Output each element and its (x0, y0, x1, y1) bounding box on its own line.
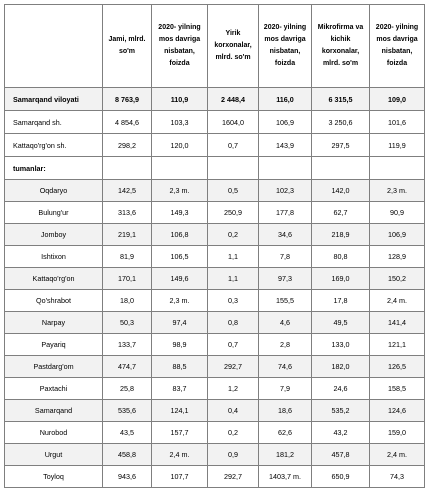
row-name: Samarqand sh. (5, 111, 103, 134)
table-cell: 142,5 (103, 180, 152, 202)
table-cell: 6 315,5 (312, 88, 370, 111)
table-cell: 2,3 m. (152, 290, 208, 312)
table-cell: 18,6 (259, 400, 312, 422)
table-cell: 535,2 (312, 400, 370, 422)
table-cell: 474,7 (103, 356, 152, 378)
table-cell: 133,7 (103, 334, 152, 356)
empty-cell (259, 157, 312, 180)
statistics-table (4, 4, 425, 488)
table-cell: 0,4 (208, 400, 259, 422)
district-name: Ishtixon (5, 246, 103, 268)
empty-cell (370, 157, 425, 180)
table-cell: 43,5 (103, 422, 152, 444)
header-cell-total: Jami, mlrd. so'm (103, 5, 152, 88)
table-cell: 250,9 (208, 202, 259, 224)
table-cell: 133,0 (312, 334, 370, 356)
table-cell: 7,9 (259, 378, 312, 400)
table-row (5, 378, 425, 400)
table-cell: 74,6 (259, 356, 312, 378)
table-cell: 106,8 (152, 224, 208, 246)
table-row (5, 246, 425, 268)
table-row (5, 290, 425, 312)
table-cell: 650,9 (312, 466, 370, 488)
empty-cell (103, 157, 152, 180)
table-cell: 62,7 (312, 202, 370, 224)
table-cell: 98,9 (152, 334, 208, 356)
table-cell: 101,6 (370, 111, 425, 134)
table-cell: 0,5 (208, 180, 259, 202)
table-cell: 141,4 (370, 312, 425, 334)
table-row (5, 400, 425, 422)
table-cell: 218,9 (312, 224, 370, 246)
table-cell: 81,9 (103, 246, 152, 268)
table-cell: 107,7 (152, 466, 208, 488)
region-name: Samarqand viloyati (5, 88, 103, 111)
table-cell: 313,6 (103, 202, 152, 224)
table-cell: 124,6 (370, 400, 425, 422)
district-name: Payariq (5, 334, 103, 356)
district-name: Jomboy (5, 224, 103, 246)
table-cell: 157,7 (152, 422, 208, 444)
table-row (5, 444, 425, 466)
table-cell: 103,3 (152, 111, 208, 134)
table-cell: 50,3 (103, 312, 152, 334)
table-cell: 102,3 (259, 180, 312, 202)
table-cell: 2,3 m. (370, 180, 425, 202)
table-row (5, 134, 425, 157)
table-cell: 90,9 (370, 202, 425, 224)
statistics-table-container (4, 4, 425, 488)
table-cell: 297,5 (312, 134, 370, 157)
table-cell: 106,9 (370, 224, 425, 246)
table-row (5, 356, 425, 378)
district-name: Pastdarg'om (5, 356, 103, 378)
table-cell: 0,2 (208, 422, 259, 444)
district-name: Bulung'ur (5, 202, 103, 224)
table-cell: 181,2 (259, 444, 312, 466)
district-name: Toyloq (5, 466, 103, 488)
header-cell-total-pct: 2020- yilning mos davriga nisbatan, foizda (152, 5, 208, 88)
table-cell: 2 448,4 (208, 88, 259, 111)
header-cell-0 (5, 5, 103, 88)
table-cell: 4 854,6 (103, 111, 152, 134)
empty-cell (152, 157, 208, 180)
district-name: Oqdaryo (5, 180, 103, 202)
table-row (5, 334, 425, 356)
table-cell: 292,7 (208, 466, 259, 488)
table-row (5, 224, 425, 246)
table-cell: 97,4 (152, 312, 208, 334)
table-cell: 219,1 (103, 224, 152, 246)
row-name: Kattaqo'rg'on sh. (5, 134, 103, 157)
table-cell: 106,5 (152, 246, 208, 268)
table-row (5, 422, 425, 444)
table-cell: 74,3 (370, 466, 425, 488)
table-cell: 155,5 (259, 290, 312, 312)
table-cell: 128,9 (370, 246, 425, 268)
table-cell: 292,7 (208, 356, 259, 378)
region-row (5, 88, 425, 111)
table-cell: 535,6 (103, 400, 152, 422)
table-cell: 1604,0 (208, 111, 259, 134)
table-cell: 0,7 (208, 134, 259, 157)
table-body (5, 5, 425, 488)
table-cell: 49,5 (312, 312, 370, 334)
table-cell: 116,0 (259, 88, 312, 111)
table-cell: 1,1 (208, 246, 259, 268)
table-cell: 18,0 (103, 290, 152, 312)
district-name: Qo'shrabot (5, 290, 103, 312)
table-cell: 458,8 (103, 444, 152, 466)
table-cell: 943,6 (103, 466, 152, 488)
table-cell: 0,9 (208, 444, 259, 466)
table-cell: 124,1 (152, 400, 208, 422)
table-row (5, 111, 425, 134)
table-cell: 4,6 (259, 312, 312, 334)
table-row (5, 180, 425, 202)
table-row (5, 466, 425, 488)
table-cell: 3 250,6 (312, 111, 370, 134)
table-cell: 0,2 (208, 224, 259, 246)
table-cell: 170,1 (103, 268, 152, 290)
districts-label-row (5, 157, 425, 180)
table-cell: 109,0 (370, 88, 425, 111)
header-cell-small: Mikrofirma va kichik korxonalar, mlrd. so'm (312, 5, 370, 88)
table-cell: 0,3 (208, 290, 259, 312)
table-cell: 150,2 (370, 268, 425, 290)
empty-cell (312, 157, 370, 180)
table-cell: 149,3 (152, 202, 208, 224)
table-cell: 17,8 (312, 290, 370, 312)
table-cell: 1403,7 m. (259, 466, 312, 488)
table-cell: 149,6 (152, 268, 208, 290)
table-cell: 2,4 m. (370, 290, 425, 312)
table-cell: 83,7 (152, 378, 208, 400)
table-cell: 24,6 (312, 378, 370, 400)
table-cell: 2,3 m. (152, 180, 208, 202)
table-cell: 2,4 m. (370, 444, 425, 466)
table-cell: 7,8 (259, 246, 312, 268)
district-name: Narpay (5, 312, 103, 334)
table-cell: 97,3 (259, 268, 312, 290)
table-cell: 159,0 (370, 422, 425, 444)
table-cell: 142,0 (312, 180, 370, 202)
districts-label: tumanlar: (5, 157, 103, 180)
table-row (5, 268, 425, 290)
table-cell: 182,0 (312, 356, 370, 378)
table-cell: 119,9 (370, 134, 425, 157)
table-cell: 34,6 (259, 224, 312, 246)
header-cell-large: Yirik korxonalar, mlrd. so'm (208, 5, 259, 88)
table-cell: 457,8 (312, 444, 370, 466)
table-cell: 88,5 (152, 356, 208, 378)
table-cell: 158,5 (370, 378, 425, 400)
district-name: Urgut (5, 444, 103, 466)
table-cell: 169,0 (312, 268, 370, 290)
table-cell: 110,9 (152, 88, 208, 111)
header-cell-small-pct: 2020- yilning mos davriga nisbatan, foizda (370, 5, 425, 88)
table-cell: 121,1 (370, 334, 425, 356)
table-cell: 8 763,9 (103, 88, 152, 111)
table-cell: 43,2 (312, 422, 370, 444)
table-cell: 106,9 (259, 111, 312, 134)
table-cell: 1,2 (208, 378, 259, 400)
table-cell: 2,8 (259, 334, 312, 356)
table-cell: 1,1 (208, 268, 259, 290)
table-row (5, 312, 425, 334)
table-cell: 2,4 m. (152, 444, 208, 466)
header-cell-large-pct: 2020- yilning mos davriga nisbatan, foizda (259, 5, 312, 88)
table-cell: 80,8 (312, 246, 370, 268)
table-cell: 0,7 (208, 334, 259, 356)
table-cell: 177,8 (259, 202, 312, 224)
table-cell: 0,8 (208, 312, 259, 334)
district-name: Paxtachi (5, 378, 103, 400)
district-name: Nurobod (5, 422, 103, 444)
empty-cell (208, 157, 259, 180)
table-row (5, 202, 425, 224)
table-cell: 126,5 (370, 356, 425, 378)
district-name: Samarqand (5, 400, 103, 422)
table-cell: 25,8 (103, 378, 152, 400)
table-cell: 143,9 (259, 134, 312, 157)
district-name: Kattaqo'rg'on (5, 268, 103, 290)
table-cell: 298,2 (103, 134, 152, 157)
table-cell: 120,0 (152, 134, 208, 157)
table-cell: 62,6 (259, 422, 312, 444)
header-row (5, 5, 425, 88)
